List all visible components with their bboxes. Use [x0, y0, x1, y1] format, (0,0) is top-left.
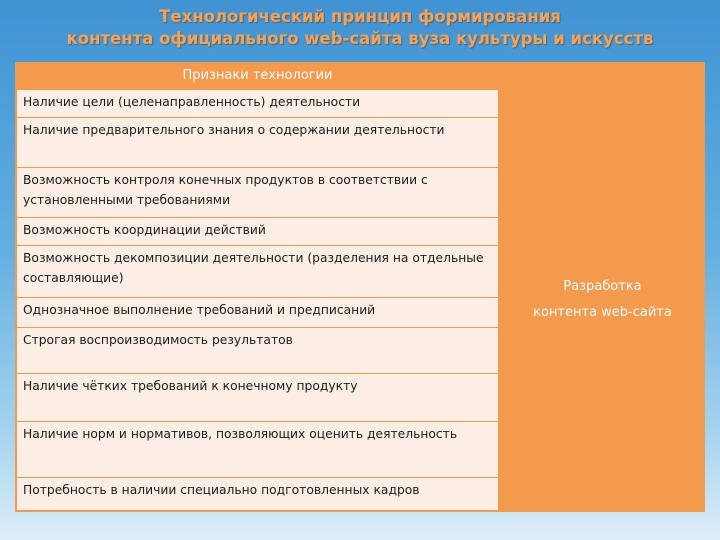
result-line-1: Разработка — [563, 279, 642, 294]
result-line-2: контента web-сайта — [533, 305, 672, 320]
title-line-1: Технологический принцип формирования — [159, 7, 561, 26]
row-text: Наличие цели (целенаправленность) деятельности — [23, 95, 361, 109]
table-row — [17, 328, 498, 374]
row-text: Возможность координации действий — [23, 223, 266, 237]
table-row — [17, 218, 498, 246]
row-text: Потребность в наличии специально подготовленных кадров — [23, 483, 420, 497]
technology-table — [15, 62, 705, 512]
row-text: Наличие чётких требований к конечному продукту — [23, 379, 358, 393]
slide-title — [0, 6, 720, 50]
table-row — [17, 246, 498, 298]
row-text: Наличие норм и нормативов, позволяющих оценить деятельность — [23, 427, 458, 441]
table-row — [17, 478, 498, 510]
table-row — [17, 298, 498, 328]
table-header: Признаки технологии — [182, 68, 333, 83]
row-text: Наличие предварительного знания о содержании деятельности — [23, 123, 445, 137]
table-row — [17, 168, 498, 218]
table-row — [17, 118, 498, 168]
table-row — [17, 374, 498, 422]
table-row — [17, 422, 498, 478]
title-line-2: контента официального web-сайта вуза культуры и искусств — [66, 29, 654, 48]
row-text: Возможность декомпозиции деятельности (разделения на отдельные составляющие) — [23, 251, 484, 285]
result-cell — [500, 90, 705, 510]
row-text: Однозначное выполнение требований и предписаний — [23, 303, 376, 317]
row-text: Строгая воспроизводимость результатов — [23, 333, 293, 347]
row-text: Возможность контроля конечных продуктов в соответствии с установленными требованиями — [23, 173, 428, 207]
table-row — [17, 90, 498, 118]
